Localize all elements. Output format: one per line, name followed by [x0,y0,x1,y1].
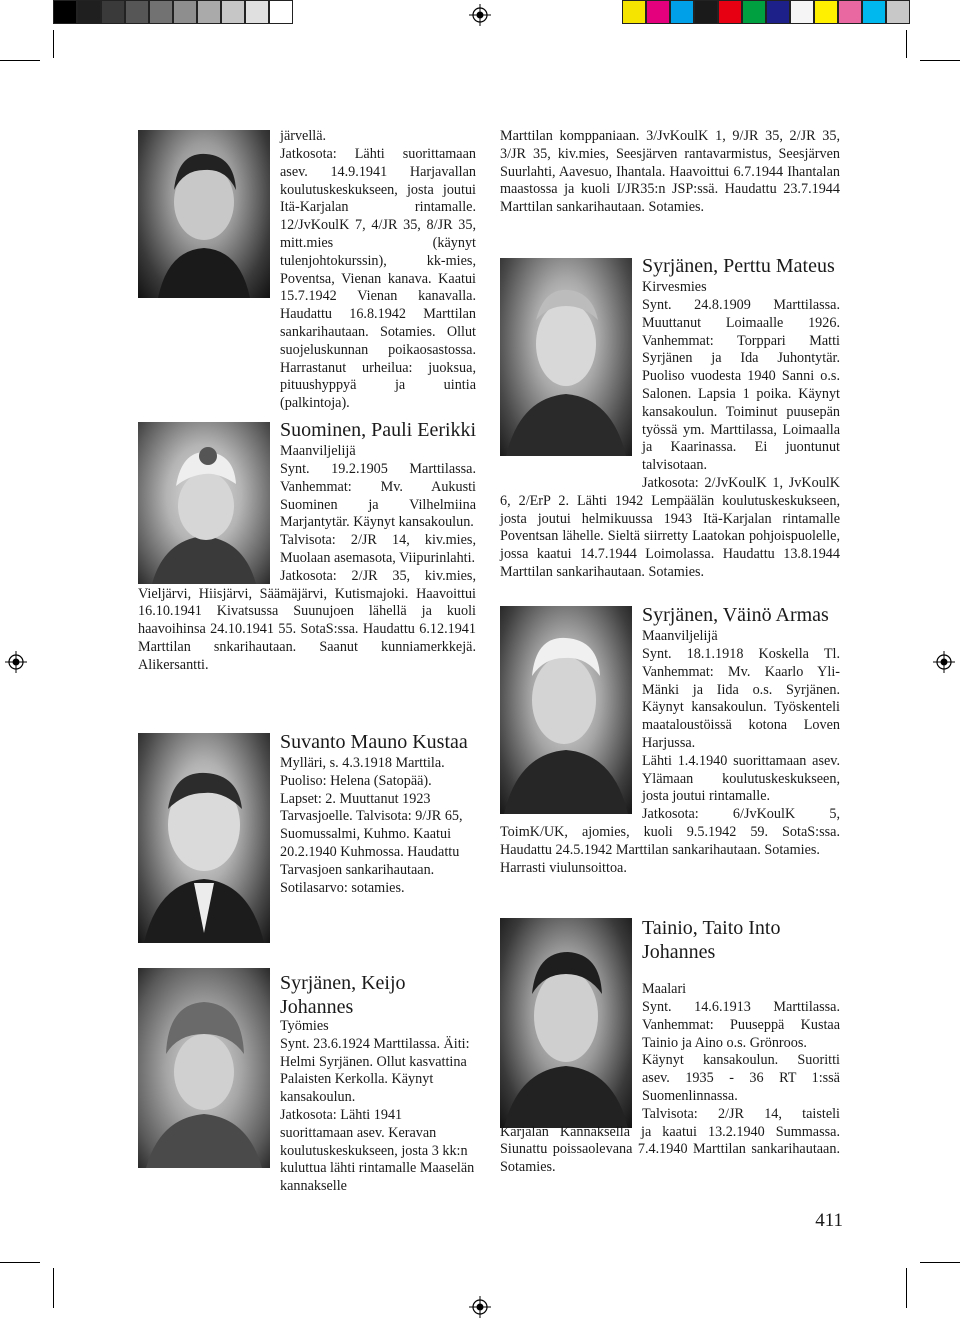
color-swatch [245,0,269,24]
text-paragraph: Jatkosota: Lähti 1941 suorittamaan asev. Keravan koulutuskeskukseen, josta 3 kk:n kuluttua lähti rintamalle Maaselän kannakselle [280,1106,475,1195]
text-paragraph: Synt. 19.2.1905 Marttilassa. Vanhemmat: Mv. Aukusti Suominen ja Vilhelmiina Marjantytär. Käynyt kansakoulun. [280,461,476,531]
entry-occupation: Maanviljelijä [280,443,356,459]
entry-occupation: Maalari [642,981,687,997]
text-paragraph: Mylläri, s. 4.3.1918 Marttila. Puoliso: Helena (Satopää). Lapset: 2. Muuttanut 1923 Tarvasjoelle. Talvisota: 9/JR 65, Suomussalmi, Kuhmo. Kaatui 20.2.1940 Kuhmossa. Haudattu Tarvasjoen sankarihautaan. Sotilasarvo: sotamies. [280,755,463,896]
text-paragraph: Jatkosota: 2/JvKoulK 1, JvKoulK 6, 2/ErP 2. Lähti 1942 Lempäälän koulutuskeskukseen, josta joutui helmikuussa 1943 Itä-Karjalan rintamalle Poventsan lähelle. Sieltä siirretty Laatokan pohjoispuolelle, jossa kaatui 14.7.1944 Loimolassa. Haudattu 13.8.1944 Marttilan sankarihautaan. Sotamies. [500,474,840,580]
text-paragraph: Talvisota: 2/JR 14, taisteli Karjalan Kannaksella ja kaatui 13.2.1940 Summassa. Siunattu poissaolevana 7.4.1940 Marttilan sankarihautaan. Sotamies. [500,1105,840,1176]
color-swatch [53,0,77,24]
portrait-photo [138,733,270,943]
continued-text-left [280,128,476,146]
color-swatch [221,0,245,24]
grayscale-color-bar [53,0,293,26]
registration-mark-right [933,651,955,673]
registration-mark-bottom [469,1296,491,1318]
color-swatch [718,0,742,24]
trim-mark [0,1262,40,1263]
entry-body [642,981,840,999]
text-paragraph: Synt. 23.6.1924 Marttilassa. Äiti: Helmi Syrjänen. Ollut kasvattina Palaisten Kerkolla. Käynyt kansakoulun. [280,1035,470,1106]
color-swatch [101,0,125,24]
color-swatch [694,0,718,24]
entry-text [500,297,840,582]
entry-occupation: Maanviljelijä [642,628,718,644]
text-paragraph: Harrasti viulunsoittoa. [500,859,627,876]
entry-text [500,999,840,1177]
color-swatch [125,0,149,24]
registration-mark-top [469,4,491,26]
text-paragraph: Synt. 24.8.1909 Marttilassa. Muuttanut Loimaalle 1926. Vanhemmat: Torppari Matti Syrjänen ja Ida Juhontytär. Puoliso vuodesta 1940 Sanni o.s. Salonen. Lapsia 1 poika. Käynyt kansakoulun. Toiminut puusepän työssä ym. Marttilassa, Loimaalla ja Kaarinassa. Ei juontunut talvisotaan. [642,297,840,474]
text-paragraph: Jatkosota: 6/JvKoulK 5, ToimK/UK, ajomies, kuoli 9.5.1942 59. SotaS:ssa. Haudattu 24.5.1942 Marttilan sankarihautaan. Sotamies. [500,806,840,858]
entry-text [280,755,476,897]
color-swatch [173,0,197,24]
trim-mark [0,60,40,61]
text-paragraph: Talvisota: 2/JR 14, kiv.mies, Muolaan asemasota, Viipurinlahti. [280,532,476,566]
trim-mark [53,1268,54,1308]
color-swatch [269,0,293,24]
color-swatch [149,0,173,24]
entry-name: Syrjänen, Perttu Mateus [642,255,835,277]
color-swatch [790,0,814,24]
entry-occupation: Kirvesmies [642,279,707,295]
text-paragraph: Marttilan komppaniaan. 3/JvKoulK 1, 9/JR 35, 2/JR 35, 3/JR 35, kiv.mies, Seesjärven rantavarmistus, Seesjärven Suurlahti, Aavesuo, Ihantala. Haavoittui 6.7.1944 Ihantalan maastossa ja kuoli I/JR35:n JSP:ssä. Haudattu 23.7.1944 Marttilan sankarihautaan. Sotamies. [500,128,840,216]
text-paragraph: Jatkosota: 2/JR 35, kiv.mies, Vieljärvi, Hiisjärvi, Säämäjärvi, Kutismajoki. Haavoittui 16.10.1941 Kivatsussa Suunujoen lähellä ja kuoli haavoihinsa 24.10.1941 55. SotaS:ssa. Haudattu 6.12.1941 Marttilan snkarihautaan. Saanut kunniamerkkejä. Alikersantti. [138,567,476,673]
text-line: järvellä. [280,128,327,144]
trim-mark [906,30,907,58]
text-paragraph: Käynyt kansakoulun. Suoritti asev. 1935 - 36 RT 1:ssä Suomenlinnassa. [642,1052,840,1104]
color-swatch [814,0,838,24]
text-paragraph: Synt. 18.1.1918 Koskella Tl. Vanhemmat: Mv. Kaarlo Yli-Mänki ja Iida o.s. Syrjänen. Käynyt kansakoulun. Työskenteli maataloustöissä kotona Loven Harjussa. [642,646,840,751]
color-swatch [77,0,101,24]
entry-occupation: Työmies [280,1018,329,1034]
portrait-photo [138,968,270,1168]
entry-body [280,443,476,461]
process-color-bar [622,0,910,26]
color-swatch [670,0,694,24]
color-swatch [646,0,670,24]
entry-body [280,1018,476,1196]
color-swatch [742,0,766,24]
text-paragraph: Lähti 1.4.1940 suorittamaan asev. Ylämaan koulutuskeskukseen, josta joutui rintamalle. [642,752,840,805]
color-swatch [622,0,646,24]
entry-name: Syrjänen, Väinö Armas [642,604,829,626]
continued-text-left-body [138,146,476,413]
text-paragraph: Synt. 14.6.1913 Marttilassa. Vanhemmat: Puuseppä Kustaa Tainio ja Aino o.s. Grönroos. [642,999,840,1051]
entry-text [500,646,840,877]
entry-text [138,461,476,675]
text-paragraph: Jatkosota: Lähti suorittamaan asev. 14.9.1941 Harjavallan koulutuskeskukseen, josta joutui Itä-Karjalan rintamalle. 12/JvKoulK 7, 4/JR 35, 8/JR 35, mitt.mies (käynyt tulenjohtokurssin), kk-mies, Poventsa, Vienan kanava. Kaatui 15.7.1942 Vienan kanavalla. Haudattu 16.8.1942 Marttilan sankarihautaan. Sotamies. Ollut suojeluskunnan poikaosastossa. Harrastanut urheilua: juoksua, pituushyppyä ja uintia (palkintoja). [280,146,476,412]
color-swatch [197,0,221,24]
color-swatch [838,0,862,24]
entry-name: Syrjänen, Keijo Johannes [280,972,406,1018]
trim-mark [920,60,960,61]
page-number: 411 [815,1210,843,1231]
trim-mark [906,1268,907,1308]
entry-body [642,279,840,297]
entry-name: Tainio, Taito Into Johannes [642,917,781,963]
entry-name: Suvanto Mauno Kustaa [280,731,468,753]
trim-mark [920,1262,960,1263]
entry-body [642,628,840,646]
continued-text-right [500,128,840,217]
color-swatch [886,0,910,24]
color-swatch [766,0,790,24]
trim-mark [53,30,54,58]
color-swatch [862,0,886,24]
entry-name: Suominen, Pauli Eerikki [280,419,477,441]
registration-mark-left [5,651,27,673]
